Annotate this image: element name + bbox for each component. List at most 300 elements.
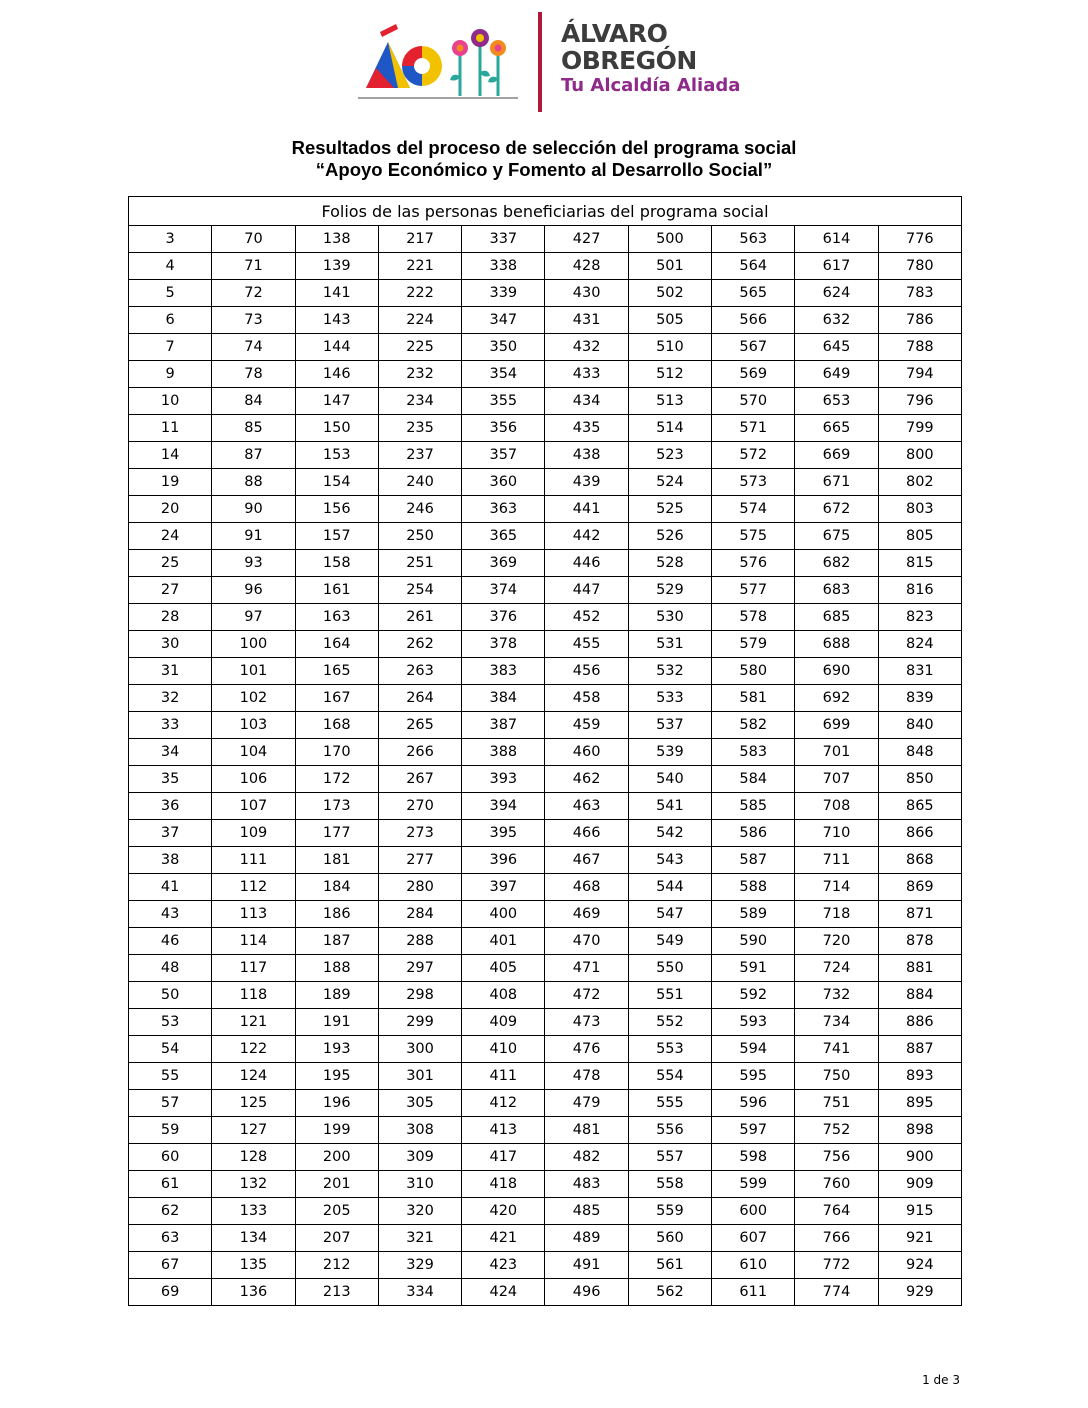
folio-cell: 796 — [878, 388, 961, 415]
folio-cell: 561 — [628, 1252, 711, 1279]
folio-cell: 124 — [212, 1063, 295, 1090]
folio-cell: 350 — [462, 334, 545, 361]
folio-cell: 128 — [212, 1144, 295, 1171]
folio-cell: 63 — [129, 1225, 212, 1252]
folio-cell: 394 — [462, 793, 545, 820]
folio-cell: 232 — [378, 361, 461, 388]
folio-cell: 435 — [545, 415, 628, 442]
folio-cell: 558 — [628, 1171, 711, 1198]
folio-cell: 805 — [878, 523, 961, 550]
folio-cell: 929 — [878, 1279, 961, 1306]
table-row — [129, 1171, 962, 1198]
folio-cell: 113 — [212, 901, 295, 928]
folio-cell: 280 — [378, 874, 461, 901]
folio-cell: 191 — [295, 1009, 378, 1036]
folio-cell: 55 — [129, 1063, 212, 1090]
folio-cell: 760 — [795, 1171, 878, 1198]
folio-cell: 376 — [462, 604, 545, 631]
table-row — [129, 793, 962, 820]
folio-cell: 72 — [212, 280, 295, 307]
folio-cell: 186 — [295, 901, 378, 928]
folio-cell: 573 — [712, 469, 795, 496]
folio-cell: 207 — [295, 1225, 378, 1252]
folio-cell: 61 — [129, 1171, 212, 1198]
folio-cell: 270 — [378, 793, 461, 820]
folio-cell: 756 — [795, 1144, 878, 1171]
folio-cell: 170 — [295, 739, 378, 766]
folio-cell: 442 — [545, 523, 628, 550]
folio-cell: 455 — [545, 631, 628, 658]
folio-cell: 10 — [129, 388, 212, 415]
table-row — [129, 1063, 962, 1090]
folio-cell: 297 — [378, 955, 461, 982]
folio-cell: 177 — [295, 820, 378, 847]
folio-cell: 121 — [212, 1009, 295, 1036]
folio-cell: 559 — [628, 1198, 711, 1225]
folio-cell: 264 — [378, 685, 461, 712]
folio-cell: 575 — [712, 523, 795, 550]
folio-cell: 73 — [212, 307, 295, 334]
folio-cell: 383 — [462, 658, 545, 685]
folio-cell: 542 — [628, 820, 711, 847]
folio-cell: 395 — [462, 820, 545, 847]
folio-cell: 266 — [378, 739, 461, 766]
folio-cell: 909 — [878, 1171, 961, 1198]
folio-cell: 794 — [878, 361, 961, 388]
folio-cell: 421 — [462, 1225, 545, 1252]
folio-cell: 531 — [628, 631, 711, 658]
folio-cell: 284 — [378, 901, 461, 928]
folio-cell: 32 — [129, 685, 212, 712]
folio-cell: 598 — [712, 1144, 795, 1171]
folio-cell: 593 — [712, 1009, 795, 1036]
folio-cell: 528 — [628, 550, 711, 577]
folio-cell: 273 — [378, 820, 461, 847]
folio-cell: 592 — [712, 982, 795, 1009]
folio-cell: 513 — [628, 388, 711, 415]
folio-cell: 3 — [129, 226, 212, 253]
folio-cell: 682 — [795, 550, 878, 577]
folio-cell: 887 — [878, 1036, 961, 1063]
table-row — [129, 1198, 962, 1225]
folio-cell: 388 — [462, 739, 545, 766]
folio-cell: 103 — [212, 712, 295, 739]
table-row — [129, 523, 962, 550]
folio-cell: 91 — [212, 523, 295, 550]
table-row — [129, 1144, 962, 1171]
folio-cell: 237 — [378, 442, 461, 469]
folio-cell: 591 — [712, 955, 795, 982]
folio-cell: 433 — [545, 361, 628, 388]
folio-cell: 599 — [712, 1171, 795, 1198]
folio-cell: 240 — [378, 469, 461, 496]
folio-cell: 37 — [129, 820, 212, 847]
folio-cell: 595 — [712, 1063, 795, 1090]
folio-cell: 840 — [878, 712, 961, 739]
folio-cell: 405 — [462, 955, 545, 982]
folio-cell: 462 — [545, 766, 628, 793]
folio-cell: 543 — [628, 847, 711, 874]
folio-cell: 532 — [628, 658, 711, 685]
folio-cell: 489 — [545, 1225, 628, 1252]
folio-cell: 915 — [878, 1198, 961, 1225]
folio-cell: 196 — [295, 1090, 378, 1117]
folio-cell: 884 — [878, 982, 961, 1009]
folio-cell: 369 — [462, 550, 545, 577]
folio-cell: 567 — [712, 334, 795, 361]
folio-cell: 456 — [545, 658, 628, 685]
folio-cell: 478 — [545, 1063, 628, 1090]
folio-cell: 396 — [462, 847, 545, 874]
folio-cell: 213 — [295, 1279, 378, 1306]
folio-cell: 611 — [712, 1279, 795, 1306]
folio-cell: 672 — [795, 496, 878, 523]
table-row — [129, 226, 962, 253]
folio-cell: 418 — [462, 1171, 545, 1198]
folio-cell: 766 — [795, 1225, 878, 1252]
folio-cell: 741 — [795, 1036, 878, 1063]
folio-cell: 199 — [295, 1117, 378, 1144]
folio-cell: 205 — [295, 1198, 378, 1225]
folio-cell: 463 — [545, 793, 628, 820]
folio-cell: 111 — [212, 847, 295, 874]
folio-cell: 163 — [295, 604, 378, 631]
folio-cell: 571 — [712, 415, 795, 442]
folio-cell: 476 — [545, 1036, 628, 1063]
folio-cell: 43 — [129, 901, 212, 928]
folio-cell: 815 — [878, 550, 961, 577]
folios-table — [128, 196, 962, 1306]
folio-cell: 14 — [129, 442, 212, 469]
folio-cell: 9 — [129, 361, 212, 388]
folio-cell: 356 — [462, 415, 545, 442]
folio-cell: 20 — [129, 496, 212, 523]
folio-cell: 472 — [545, 982, 628, 1009]
folio-cell: 217 — [378, 226, 461, 253]
folio-cell: 537 — [628, 712, 711, 739]
folio-cell: 500 — [628, 226, 711, 253]
folio-cell: 136 — [212, 1279, 295, 1306]
folio-cell: 235 — [378, 415, 461, 442]
folio-cell: 337 — [462, 226, 545, 253]
folio-cell: 526 — [628, 523, 711, 550]
folio-cell: 523 — [628, 442, 711, 469]
folio-cell: 88 — [212, 469, 295, 496]
folio-cell: 466 — [545, 820, 628, 847]
folio-cell: 112 — [212, 874, 295, 901]
folio-cell: 85 — [212, 415, 295, 442]
folio-cell: 5 — [129, 280, 212, 307]
folio-cell: 339 — [462, 280, 545, 307]
folio-cell: 574 — [712, 496, 795, 523]
folio-cell: 374 — [462, 577, 545, 604]
folio-cell: 776 — [878, 226, 961, 253]
table-row — [129, 847, 962, 874]
folio-cell: 188 — [295, 955, 378, 982]
folio-cell: 161 — [295, 577, 378, 604]
table-row — [129, 253, 962, 280]
folio-cell: 309 — [378, 1144, 461, 1171]
table-row — [129, 658, 962, 685]
folio-cell: 671 — [795, 469, 878, 496]
folio-cell: 158 — [295, 550, 378, 577]
folio-cell: 84 — [212, 388, 295, 415]
folio-cell: 153 — [295, 442, 378, 469]
folio-cell: 25 — [129, 550, 212, 577]
folio-cell: 267 — [378, 766, 461, 793]
folio-cell: 600 — [712, 1198, 795, 1225]
folio-cell: 246 — [378, 496, 461, 523]
folio-cell: 193 — [295, 1036, 378, 1063]
folio-cell: 125 — [212, 1090, 295, 1117]
folio-cell: 734 — [795, 1009, 878, 1036]
folio-cell: 645 — [795, 334, 878, 361]
folio-cell: 688 — [795, 631, 878, 658]
table-row — [129, 1117, 962, 1144]
folio-cell: 102 — [212, 685, 295, 712]
folio-cell: 400 — [462, 901, 545, 928]
folio-cell: 530 — [628, 604, 711, 631]
table-row — [129, 955, 962, 982]
folio-cell: 800 — [878, 442, 961, 469]
folio-cell: 334 — [378, 1279, 461, 1306]
folio-cell: 750 — [795, 1063, 878, 1090]
folio-cell: 263 — [378, 658, 461, 685]
folio-cell: 201 — [295, 1171, 378, 1198]
folio-cell: 921 — [878, 1225, 961, 1252]
folio-cell: 570 — [712, 388, 795, 415]
folio-cell: 417 — [462, 1144, 545, 1171]
brand-name-line2: OBREGÓN — [561, 46, 697, 75]
table-row — [129, 1279, 962, 1306]
folio-cell: 298 — [378, 982, 461, 1009]
folio-cell: 481 — [545, 1117, 628, 1144]
folio-cell: 839 — [878, 685, 961, 712]
folio-cell: 423 — [462, 1252, 545, 1279]
folio-cell: 649 — [795, 361, 878, 388]
folio-cell: 584 — [712, 766, 795, 793]
folio-cell: 579 — [712, 631, 795, 658]
folio-cell: 104 — [212, 739, 295, 766]
folio-cell: 900 — [878, 1144, 961, 1171]
folio-cell: 225 — [378, 334, 461, 361]
folio-cell: 924 — [878, 1252, 961, 1279]
table-row — [129, 307, 962, 334]
folio-cell: 452 — [545, 604, 628, 631]
folio-cell: 514 — [628, 415, 711, 442]
folio-cell: 360 — [462, 469, 545, 496]
folio-cell: 357 — [462, 442, 545, 469]
folio-cell: 878 — [878, 928, 961, 955]
folio-cell: 551 — [628, 982, 711, 1009]
folio-cell: 59 — [129, 1117, 212, 1144]
folio-cell: 144 — [295, 334, 378, 361]
folio-cell: 338 — [462, 253, 545, 280]
folio-cell: 788 — [878, 334, 961, 361]
folio-cell: 300 — [378, 1036, 461, 1063]
folio-cell: 4 — [129, 253, 212, 280]
folio-cell: 898 — [878, 1117, 961, 1144]
folio-cell: 550 — [628, 955, 711, 982]
folio-cell: 168 — [295, 712, 378, 739]
folio-cell: 135 — [212, 1252, 295, 1279]
folio-cell: 53 — [129, 1009, 212, 1036]
folio-cell: 164 — [295, 631, 378, 658]
folio-cell: 54 — [129, 1036, 212, 1063]
folio-cell: 100 — [212, 631, 295, 658]
folio-cell: 566 — [712, 307, 795, 334]
folio-cell: 525 — [628, 496, 711, 523]
folio-cell: 683 — [795, 577, 878, 604]
folio-cell: 483 — [545, 1171, 628, 1198]
folio-cell: 41 — [129, 874, 212, 901]
folio-cell: 321 — [378, 1225, 461, 1252]
folio-cell: 848 — [878, 739, 961, 766]
folio-cell: 195 — [295, 1063, 378, 1090]
folio-cell: 114 — [212, 928, 295, 955]
folio-cell: 127 — [212, 1117, 295, 1144]
folio-cell: 71 — [212, 253, 295, 280]
folio-cell: 590 — [712, 928, 795, 955]
folio-cell: 446 — [545, 550, 628, 577]
folio-cell: 34 — [129, 739, 212, 766]
folio-cell: 74 — [212, 334, 295, 361]
folio-cell: 589 — [712, 901, 795, 928]
folio-cell: 413 — [462, 1117, 545, 1144]
folio-cell: 78 — [212, 361, 295, 388]
folio-cell: 586 — [712, 820, 795, 847]
folio-cell: 701 — [795, 739, 878, 766]
table-row — [129, 1009, 962, 1036]
table-row — [129, 1090, 962, 1117]
folio-cell: 173 — [295, 793, 378, 820]
folio-cell: 222 — [378, 280, 461, 307]
folio-cell: 510 — [628, 334, 711, 361]
folio-cell: 751 — [795, 1090, 878, 1117]
folio-cell: 718 — [795, 901, 878, 928]
page-number: 1 de 3 — [922, 1373, 960, 1387]
folio-cell: 57 — [129, 1090, 212, 1117]
folio-cell: 363 — [462, 496, 545, 523]
folio-cell: 886 — [878, 1009, 961, 1036]
folio-cell: 708 — [795, 793, 878, 820]
folio-cell: 541 — [628, 793, 711, 820]
folio-cell: 562 — [628, 1279, 711, 1306]
table-row — [129, 496, 962, 523]
folio-cell: 786 — [878, 307, 961, 334]
folio-cell: 187 — [295, 928, 378, 955]
folio-cell: 553 — [628, 1036, 711, 1063]
table-row — [129, 1225, 962, 1252]
table-row — [129, 604, 962, 631]
folio-cell: 780 — [878, 253, 961, 280]
folio-cell: 299 — [378, 1009, 461, 1036]
folio-cell: 675 — [795, 523, 878, 550]
folio-cell: 181 — [295, 847, 378, 874]
folio-cell: 547 — [628, 901, 711, 928]
folio-cell: 529 — [628, 577, 711, 604]
folio-cell: 468 — [545, 874, 628, 901]
folio-cell: 90 — [212, 496, 295, 523]
folio-cell: 329 — [378, 1252, 461, 1279]
folio-cell: 540 — [628, 766, 711, 793]
folio-cell: 850 — [878, 766, 961, 793]
folio-cell: 36 — [129, 793, 212, 820]
folio-cell: 11 — [129, 415, 212, 442]
folio-cell: 555 — [628, 1090, 711, 1117]
folio-cell: 262 — [378, 631, 461, 658]
folio-cell: 699 — [795, 712, 878, 739]
folio-cell: 799 — [878, 415, 961, 442]
table-row — [129, 685, 962, 712]
folio-cell: 62 — [129, 1198, 212, 1225]
folio-cell: 308 — [378, 1117, 461, 1144]
folio-cell: 710 — [795, 820, 878, 847]
folio-cell: 200 — [295, 1144, 378, 1171]
folio-cell: 409 — [462, 1009, 545, 1036]
folio-cell: 587 — [712, 847, 795, 874]
folio-cell: 387 — [462, 712, 545, 739]
folio-cell: 524 — [628, 469, 711, 496]
folio-cell: 881 — [878, 955, 961, 982]
title-line-1: Resultados del proceso de selección del programa social — [291, 137, 797, 158]
folio-cell: 447 — [545, 577, 628, 604]
folio-cell: 653 — [795, 388, 878, 415]
folio-cell: 823 — [878, 604, 961, 631]
folio-cell: 803 — [878, 496, 961, 523]
folio-cell: 141 — [295, 280, 378, 307]
folio-cell: 496 — [545, 1279, 628, 1306]
folio-cell: 581 — [712, 685, 795, 712]
folio-cell: 576 — [712, 550, 795, 577]
brand-name-line1: ÁLVARO — [561, 19, 668, 48]
folio-cell: 577 — [712, 577, 795, 604]
folio-cell: 19 — [129, 469, 212, 496]
header-divider — [538, 12, 542, 112]
folio-cell: 617 — [795, 253, 878, 280]
folio-cell: 578 — [712, 604, 795, 631]
folio-cell: 831 — [878, 658, 961, 685]
folio-cell: 512 — [628, 361, 711, 388]
folio-cell: 412 — [462, 1090, 545, 1117]
table-row — [129, 712, 962, 739]
folio-cell: 588 — [712, 874, 795, 901]
folio-cell: 154 — [295, 469, 378, 496]
folio-cell: 107 — [212, 793, 295, 820]
folio-cell: 157 — [295, 523, 378, 550]
folio-cell: 305 — [378, 1090, 461, 1117]
folio-cell: 165 — [295, 658, 378, 685]
folio-cell: 224 — [378, 307, 461, 334]
folio-cell: 752 — [795, 1117, 878, 1144]
folio-cell: 565 — [712, 280, 795, 307]
folio-cell: 277 — [378, 847, 461, 874]
folio-cell: 432 — [545, 334, 628, 361]
folio-cell: 479 — [545, 1090, 628, 1117]
folio-cell: 669 — [795, 442, 878, 469]
table-row — [129, 1036, 962, 1063]
folio-cell: 87 — [212, 442, 295, 469]
folio-cell: 118 — [212, 982, 295, 1009]
table-row — [129, 739, 962, 766]
folio-cell: 866 — [878, 820, 961, 847]
folio-cell: 544 — [628, 874, 711, 901]
folio-cell: 772 — [795, 1252, 878, 1279]
folio-cell: 610 — [712, 1252, 795, 1279]
folio-cell: 265 — [378, 712, 461, 739]
table-row — [129, 766, 962, 793]
folio-cell: 301 — [378, 1063, 461, 1090]
